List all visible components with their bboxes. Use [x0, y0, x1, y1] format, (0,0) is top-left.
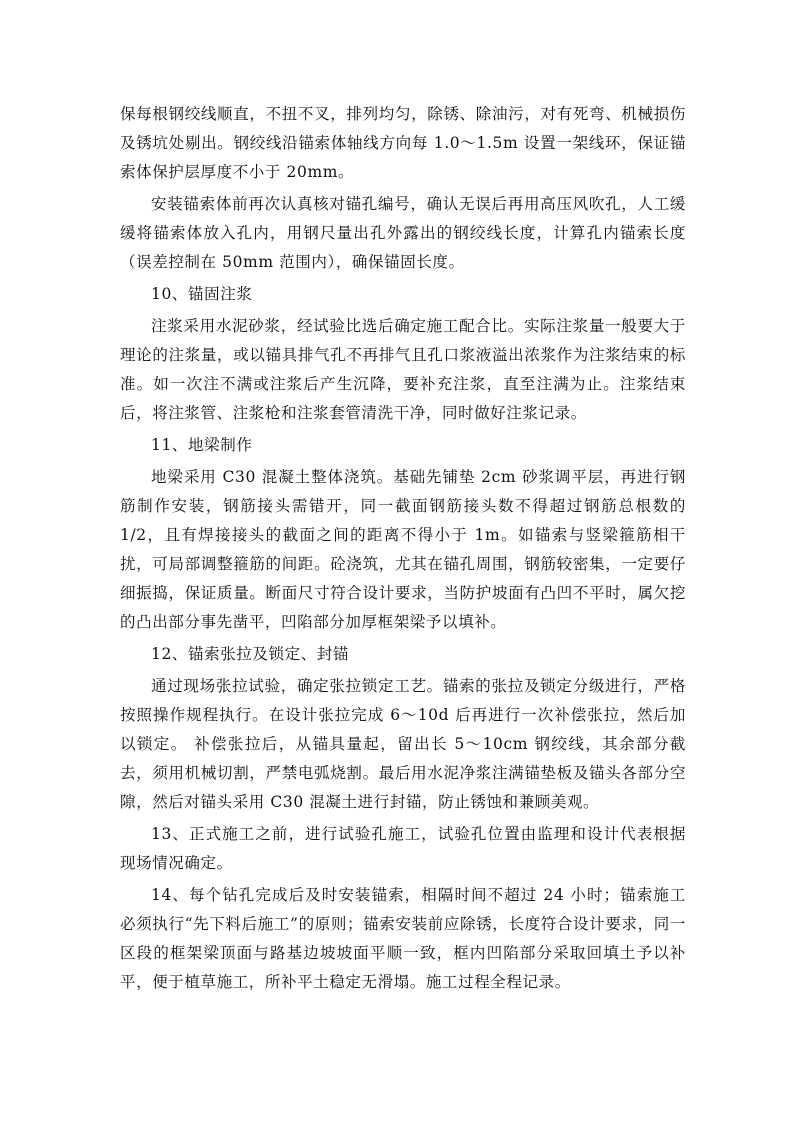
document-body — [120, 100, 686, 1000]
section-heading-10: 10、锚固注浆 — [151, 285, 253, 303]
section-heading-11: 11、地梁制作 — [151, 436, 253, 454]
paragraph-grouting: 注浆采用水泥砂浆，经试验比选后确定施工配合比。实际注浆量一般要大于理论的注浆量，或以锚具排气孔不再排气且孔口浆液溢出浓浆作为注浆结束的标准。如一次注不满或注浆后产生沉降，要补充注浆，直至注满为止。注浆结束后，将注浆管、注浆枪和注浆套管清洗干净，同时做好注浆记录。 — [120, 317, 686, 422]
section-heading-12: 12、锚索张拉及锁定、封锚 — [151, 645, 350, 663]
paragraph-item-13: 13、正式施工之前，进行试验孔施工，试验孔位置由监理和设计代表根据现场情况确定。 — [120, 825, 686, 872]
paragraph-item-14: 14、每个钻孔完成后及时安装锚索，相隔时间不超过 24 小时；锚索施工必须执行“先下料后施工”的原则；锚索安装前应除锈，长度符合设计要求，同一区段的框架梁顶面与路基边坡坡面平顺一致，框内凹陷部分采取回填土予以补平，便于植草施工，所补平土稳定无滑塌。施工过程全程记录。 — [120, 886, 686, 991]
paragraph-tensioning: 通过现场张拉试验，确定张拉锁定工艺。锚索的张拉及锁定分级进行，严格按照操作规程执行。在设计张拉完成 6～10d 后再进行一次补偿张拉，然后加以锁定。 补偿张拉后，从锚具量起，留出长 5～10cm 钢绞线，其余部分截去，须用机械切割，严禁电弧烧割。最后用水泥净浆注满锚垫板及锚头各部分空隙，然后对锚头采用 C30 混凝土进行封锚，防止锈蚀和兼顾美观。 — [120, 677, 686, 811]
paragraph-steel-strand: 保每根钢绞线顺直，不扭不叉，排列均匀，除锈、除油污，对有死弯、机械损伤及锈坑处剔出。钢绞线沿锚索体轴线方向每 1.0～1.5m 设置一架线环，保证锚索体保护层厚度不小于 20mm。 — [120, 105, 686, 181]
paragraph-install-anchor: 安装锚索体前再次认真核对锚孔编号，确认无误后再用高压风吹孔，人工缓缓将锚索体放入孔内，用钢尺量出孔外露出的钢绞线长度，计算孔内锚索长度（误差控制在 50mm 范围内），确保锚固长度。 — [120, 195, 686, 271]
paragraph-ground-beam: 地梁采用 C30 混凝土整体浇筑。基础先铺垫 2cm 砂浆调平层，再进行钢筋制作安装，钢筋接头需错开，同一截面钢筋接头数不得超过钢筋总根数的 1/2，且有焊接接头的截面之间的距离不得小于 1m。如锚索与竖梁箍筋相干扰，可局部调整箍筋的间距。砼浇筑，尤其在锚孔周围，钢筋较密集，一定要仔细振捣，保证质量。断面尺寸符合设计要求，当防护坡面有凸凹不平时，属欠挖的凸出部分事先凿平，凹陷部分加厚框架梁予以填补。 — [120, 468, 686, 631]
